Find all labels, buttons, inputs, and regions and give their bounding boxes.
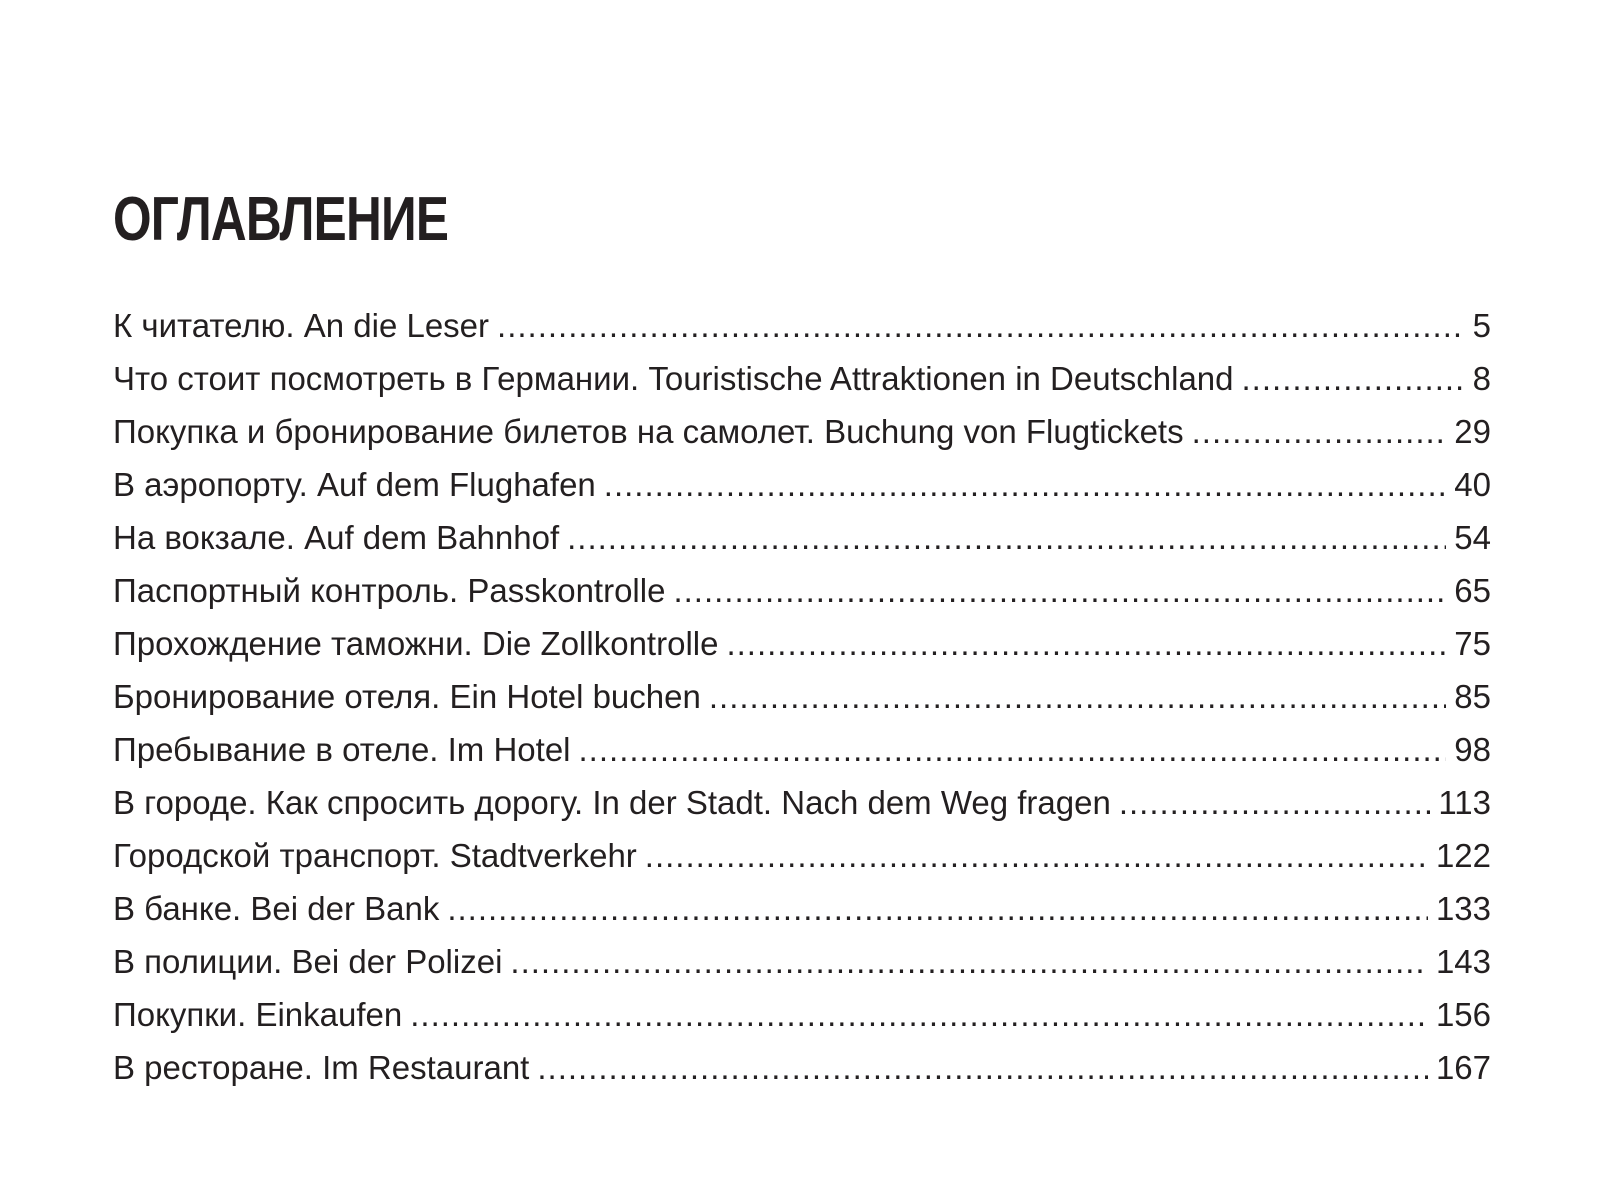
toc-page-number: 8: [1472, 361, 1491, 397]
toc-page-number: 122: [1435, 838, 1491, 874]
toc-dot-leader: [1192, 414, 1447, 450]
toc-entry-title: В банке. Bei der Bank: [113, 891, 440, 927]
toc-dot-leader: [510, 944, 1428, 980]
toc-entry[interactable]: [113, 891, 1491, 944]
toc-entry-title: Покупки. Einkaufen: [113, 997, 403, 1033]
toc-entry[interactable]: [113, 308, 1491, 361]
toc-page-number: 85: [1454, 679, 1491, 715]
toc-page-number: 65: [1454, 573, 1491, 609]
toc-dot-leader: [579, 732, 1447, 768]
toc-dot-leader: [604, 467, 1446, 503]
toc-page-number: 75: [1454, 626, 1491, 662]
toc-page-number: 156: [1435, 997, 1491, 1033]
toc-entry-title: В аэропорту. Auf dem Flughafen: [113, 467, 596, 503]
toc-page-number: 98: [1454, 732, 1491, 768]
toc-entry[interactable]: [113, 626, 1491, 679]
toc-dot-leader: [645, 838, 1428, 874]
toc-entry-title: Что стоит посмотреть в Германии. Touristische Attraktionen in Deutschland: [113, 361, 1234, 397]
toc-entry[interactable]: [113, 520, 1491, 573]
toc-dot-leader: [1119, 785, 1431, 821]
toc-entry-title: В полиции. Bei der Polizei: [113, 944, 503, 980]
toc-page-number: 167: [1435, 1050, 1491, 1086]
toc-entry[interactable]: [113, 944, 1491, 997]
toc-entry[interactable]: [113, 573, 1491, 626]
toc-entry-title: В городе. Как спросить дорогу. In der Stadt. Nach dem Weg fragen: [113, 785, 1111, 821]
toc-dot-leader: [497, 308, 1465, 344]
toc-entry[interactable]: [113, 838, 1491, 891]
toc-entry[interactable]: [113, 732, 1491, 785]
toc-entry-title: Пребывание в отеле. Im Hotel: [113, 732, 571, 768]
toc-dot-leader: [673, 573, 1446, 609]
page-title: ОГЛАВЛЕНИЕ: [113, 185, 449, 254]
toc-entry-title: Прохождение таможни. Die Zollkontrolle: [113, 626, 719, 662]
toc-dot-leader: [567, 520, 1446, 556]
toc-entry-title: На вокзале. Auf dem Bahnhof: [113, 520, 560, 556]
toc-dot-leader: [709, 679, 1446, 715]
toc-dot-leader: [1242, 361, 1465, 397]
table-of-contents: [113, 308, 1491, 1103]
toc-page-number: 29: [1454, 414, 1491, 450]
toc-entry[interactable]: [113, 1050, 1491, 1103]
toc-page-number: 40: [1454, 467, 1491, 503]
toc-dot-leader: [537, 1050, 1428, 1086]
toc-entry-title: Покупка и бронирование билетов на самолет. Buchung von Flugtickets: [113, 414, 1184, 450]
toc-entry[interactable]: [113, 997, 1491, 1050]
toc-page-number: 143: [1435, 944, 1491, 980]
toc-page-number: 5: [1472, 308, 1491, 344]
toc-entry[interactable]: [113, 467, 1491, 520]
toc-dot-leader: [447, 891, 1428, 927]
toc-dot-leader: [410, 997, 1428, 1033]
toc-page-number: 54: [1454, 520, 1491, 556]
toc-entry-title: Городской транспорт. Stadtverkehr: [113, 838, 637, 874]
toc-entry[interactable]: [113, 414, 1491, 467]
toc-entry-title: Паспортный контроль. Passkontrolle: [113, 573, 666, 609]
toc-entry[interactable]: [113, 361, 1491, 414]
toc-entry[interactable]: [113, 785, 1491, 838]
toc-page-number: 133: [1435, 891, 1491, 927]
toc-entry-title: В ресторане. Im Restaurant: [113, 1050, 530, 1086]
toc-page-number: 113: [1438, 785, 1491, 821]
toc-entry-title: Бронирование отеля. Ein Hotel buchen: [113, 679, 701, 715]
toc-entry-title: К читателю. An die Leser: [113, 308, 490, 344]
toc-dot-leader: [726, 626, 1446, 662]
toc-entry[interactable]: [113, 679, 1491, 732]
